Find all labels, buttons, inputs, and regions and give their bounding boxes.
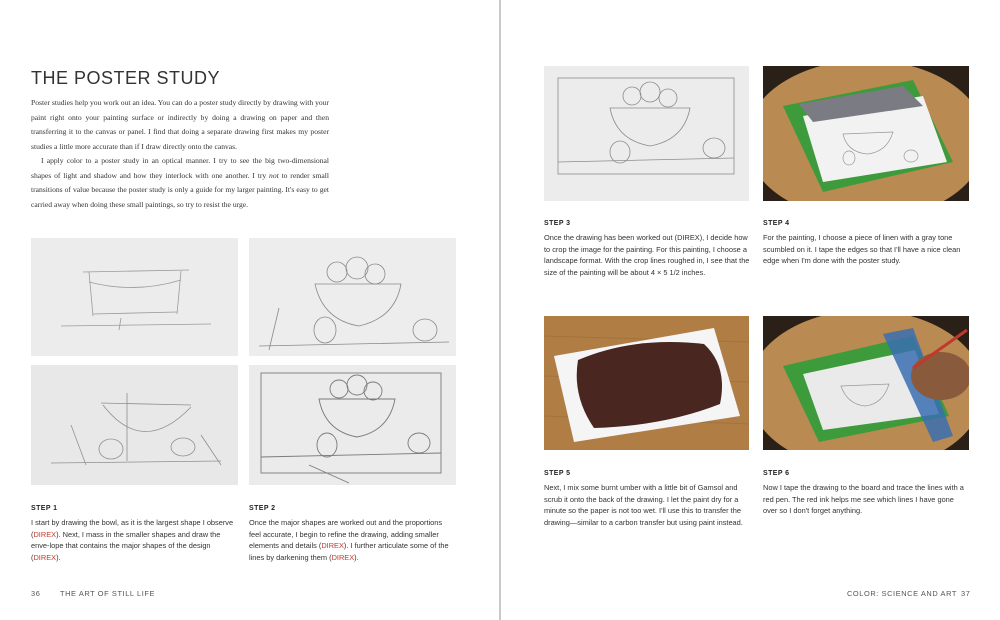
step1-heading: STEP 1 xyxy=(31,505,58,512)
step2-text-c: ). xyxy=(354,552,359,562)
left-page xyxy=(0,0,499,620)
step3-heading: STEP 3 xyxy=(544,220,571,227)
step2-photo-bottom xyxy=(249,365,456,485)
step1-text xyxy=(31,517,236,563)
step5-text: Next, I mix some burnt umber with a little bit of Gamsol and scrub it onto the back of the drawing. I let the paint dry for a minute so the paper is not too wet. I'll use this to transfer the drawing—similar to a carbon transfer but using paint instead. xyxy=(544,483,743,527)
step2-text-a: Once the major shapes are worked out and the proportions feel accurate, I begin to refine the drawing, adding smaller elements and details ( xyxy=(249,518,443,551)
step1-text-c: ). xyxy=(56,552,61,562)
intro-paragraph-1: Poster studies help you work out an idea. You can do a poster study directly by drawing with your paint right onto your painting surface or indirectly by doing a drawing on paper and then transferring it to the canvas or panel. I find that doing a separate drawing first makes my poster studies a little more accurate than if I draw directly onto the canvas. xyxy=(31,98,329,151)
step6-heading: STEP 6 xyxy=(763,470,790,477)
intro-text xyxy=(31,96,329,212)
step2-heading: STEP 2 xyxy=(249,505,276,512)
step3-text: Once the drawing has been worked out (DIREX), I decide how to crop the image for the painting. For this painting, I choose a landscape format. With the crop lines roughed in, I see that the size of the painting will be about 4 × 5 1/2 inches. xyxy=(544,233,750,277)
step1-text-b: ). Next, I mass in the smaller shapes and draw the enve-lope that contains the major shapes of the design ( xyxy=(31,529,221,562)
running-head-left: THE ART OF STILL LIFE xyxy=(60,589,156,598)
sketch-envelope-drawing xyxy=(31,238,238,356)
sketch-darkened-lines-drawing xyxy=(249,365,456,485)
step6-text: Now I tape the drawing to the board and trace the lines with a red pen. The red ink helps me see which lines I have gone over so I don't forget anything. xyxy=(763,483,964,516)
step1-photo-top xyxy=(31,238,238,356)
direx-ref: DIREX xyxy=(33,529,57,539)
page-title: THE POSTER STUDY xyxy=(31,68,221,88)
step2-text-b: ). I further articulate some of the lines by darkening them ( xyxy=(249,541,449,562)
intro-p2-part-b: to render small transitions of value because the poster study is only a guide for my larger painting. It's easy to get carried away when doing these small paintings, so try to resist the urge. xyxy=(31,170,329,209)
direx-ref: DIREX xyxy=(331,552,355,562)
step1-text-a: I start by drawing the bowl, as it is the largest shape I observe ( xyxy=(31,518,234,539)
page-number-right: 37 xyxy=(961,589,971,598)
step5-photo xyxy=(544,316,749,450)
direx-ref: DIREX xyxy=(33,552,57,562)
intro-p2-part-a: I apply color to a poster study in an optical manner. I try to see the big two-dimensional shapes of light and shadow and how they interlock with one another. I try xyxy=(31,156,329,180)
tracing-with-red-pen-photo xyxy=(763,316,969,450)
step4-heading: STEP 4 xyxy=(763,220,790,227)
step2-photo-top xyxy=(249,238,456,356)
linen-on-board-photo xyxy=(763,66,969,201)
step1-photo-bottom xyxy=(31,365,238,485)
step3-photo xyxy=(544,66,749,201)
intro-p2-emphasis: not xyxy=(269,170,279,180)
sketch-bowl-masses-drawing xyxy=(31,365,238,485)
step4-text: For the painting, I choose a piece of linen with a gray tone scumbled on it. I tape the edges so that I'll have a nice clean edge when I'm done with the poster study. xyxy=(763,233,961,266)
direx-ref: DIREX xyxy=(321,541,344,551)
right-page xyxy=(501,0,1000,620)
sketch-cropped-drawing xyxy=(544,66,749,201)
sketch-refined-bowl-drawing xyxy=(249,238,456,356)
umber-back-of-drawing-photo xyxy=(544,316,749,450)
running-head-right: COLOR: SCIENCE AND ART xyxy=(847,589,957,598)
step6-photo xyxy=(763,316,969,450)
step5-heading: STEP 5 xyxy=(544,470,571,477)
intro-paragraph-2 xyxy=(31,154,329,212)
step4-photo xyxy=(763,66,969,201)
page-number-left: 36 xyxy=(31,589,41,598)
step2-text xyxy=(249,517,455,563)
